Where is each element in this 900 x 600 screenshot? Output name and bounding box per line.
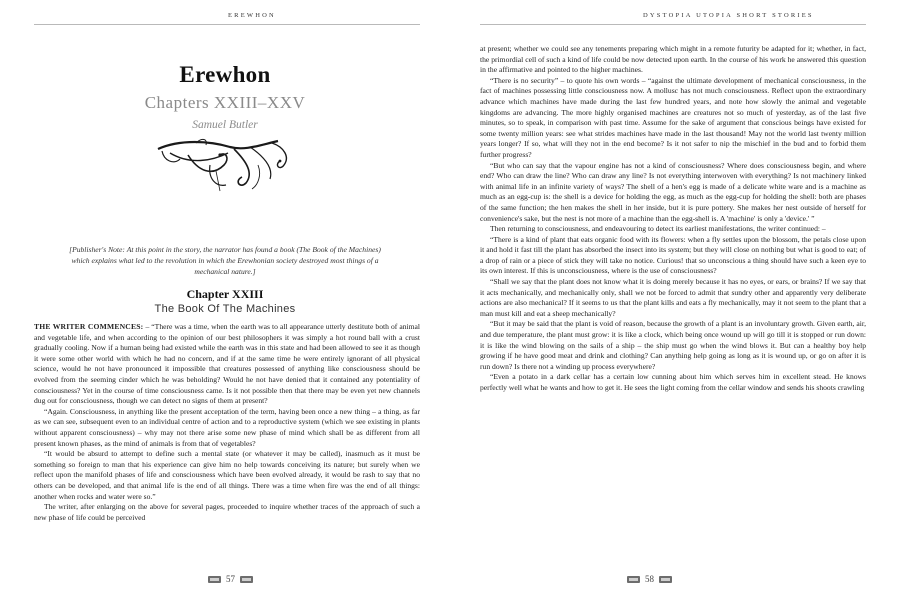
chapters-subtitle: Chapters XXIII–XXV [144,93,306,112]
page-number-right [627,574,672,584]
author-name: Samuel Butler [192,119,258,131]
title-block [0,62,450,193]
paragraph-text: – “There was a time, when the earth was to all appearance utterly destitute both of animal and vegetable life, and when according to the opinion of our best philosophers it was simply a hot round ball with a crust gradually cooling. Now if a human being had existed while the earth was in this state and had been allowed to see it as though it were some other world with which he had no concern, and if at the same time he were entirely ignorant of all physical science, would he not have pronounced it impossible that creatures possessed of anything like consciousness should be evolved from the seeming cinder which he was beholding? Would he not have denied that it contained any potentiality of consciousness? Yet in the course of time consciousness came. Is it not possible then that there may be even yet new channels dug out for consciousness, though we can detect no signs of them at present? [34,322,420,406]
paragraph: “But who can say that the vapour engine has not a kind of consciousness? Where does consciousness begin, and where end? Who can draw the line? Who can draw any line? Is not everything interwoven with everything? Is not machinery linked with animal life in an infinite variety of ways? The shell of a hen's egg is made of a delicate white ware and is a machine as much as an egg-cup is: the shell is a device for holding the egg, as much as the egg-cup for holding the shell: both are phases of the same function; the hen makes the shell in her inside, but it is pure pottery. She makes her nest outside of herself for convenience's sake, but the nest is not more of a machine than the egg-shell is. A 'machine' is only a 'device.' ” [480,160,866,223]
paragraph [34,322,420,407]
page-number-left [208,574,253,584]
folio-ornament-icon [627,576,640,583]
paragraph: “Shall we say that the plant does not know what it is doing merely because it has no eyes, or ears, or brains? If we say that it acts mechanically, and mechanically only, shall we not be forced to admit that sundry other and apparently very deliberate actions are also mechanical? If it seems to us that the plant kills and eats a fly mechanically, may it not seem to the plant that a man must kill and eat a sheep mechanically? [480,277,866,318]
paragraph: “Even a potato in a dark cellar has a certain low cunning about him which serves him in excellent stead. He knows perfectly well what he wants and how to get it. He sees the light coming from the cellar window and sends his shoots crawling [480,372,866,392]
folio-ornament-icon [208,576,221,583]
paragraph: The writer, after enlarging on the above for several pages, proceeded to inquire whether traces of the approach of such a new phase of life could be perceived [34,502,420,522]
publisher-note: [Publisher's Note: At this point in the story, the narrator has found a book (The Book of the Machines) which explains what led to the revolution in which the Erewhonian society destroyed most things of a mechanical nature.] [69,245,381,276]
lead-in: THE WRITER COMMENCES: [34,322,144,331]
paragraph: “There is a kind of plant that eats organic food with its flowers: when a fly settles upon the blossom, the petals close upon it and hold it fast till the plant has absorbed the insect into its system; but they will close on nothing but what is good to eat; of a drop of rain or a piece of stick they will take no notice. Curious! that so unconscious a thing should have such a keen eye to its own interest. If this is unconsciousness, where is the use of consciousness? [480,234,866,276]
folio-ornament-icon [659,576,672,583]
paragraph: “There is no security” – to quote his own words – “against the ultimate development of mechanical consciousness, in the fact of machines possessing little consciousness now. A mollusc has not much consciousness. Reflect upon the extraordinary advance which machines have made during the last few hundred years, and note how slowly the animal and vegetable kingdoms are advancing. The more highly organised machines are creatures not so much of yesterday, as of the last five minutes, so to speak, in comparison with past time. Assume for the sake of argument that conscious beings have existed for some twenty million years: see what strides machines have made in the last thousand! May not the world last twenty million years longer? If so, what will they not in the end become? Is it not safer to nip the mischief in the bud and to forbid them further progress? [480,75,866,159]
paragraph: at present; whether we could see any tenements preparing which might in a remote futurity be adapted for it; whether, in fact, the primordial cell of such a kind of life could be now detected upon earth. In the course of his work he answered this question in the affirmative and pointed to the higher machines. [480,44,866,75]
right-body-text [480,44,866,394]
running-head-left: EREWHON [228,12,276,19]
decorative-flourish-icon [150,135,300,193]
left-body-text [34,322,420,523]
chapter-number: Chapter XXIII [186,287,264,301]
paragraph: “It would be absurd to attempt to define such a mental state (or whatever it may be called), inasmuch as it must be something so foreign to man that his experience can give him no help towards conceiving its nature; but surely when we reflect upon the manifold phases of life and consciousness which have been evolved already, it would be rash to say that no others can be developed, and that animal life is the end of all things. There was a time when fire was the end of all things: another when rocks and water were so.” [34,449,420,501]
chapter-heading [0,287,450,315]
folio-ornament-icon [240,576,253,583]
page-number: 57 [226,574,235,584]
header-rule-left [34,24,420,25]
page-number: 58 [645,574,654,584]
paragraph: Then returning to consciousness, and endeavouring to detect its earliest manifestations, the writer continued: – [490,224,826,234]
chapter-title: The Book Of The Machines [154,303,296,315]
header-rule-right [480,24,866,25]
right-page [450,0,900,600]
book-title: Erewhon [179,62,271,87]
paragraph: “But it may be said that the plant is void of reason, because the growth of a plant is an involuntary growth. Given earth, air, and due temperature, the plant must grow: it is like a clock, which being once wound up will go till it is stopped or run down: it is like the wind blowing on the sails of a ship – the ship must go when the wind blows it. But can a healthy boy help growing if he have good meat and drink and clothing? Can anything help going as long as it is wound up, or go on after it is run down? Is there not a winding up process everywhere? [480,319,866,371]
paragraph: “Again. Consciousness, in anything like the present acceptation of the term, having been once a new thing – a thing, as far as we can see, subsequent even to an individual centre of action and to a reproductive system (which we see existing in plants without apparent consciousness) – why may not there arise some new phase of mind which shall be as different from all present known phases, as the mind of animals is from that of vegetables? [34,406,420,448]
running-head-right: DYSTOPIA UTOPIA SHORT STORIES [643,12,814,19]
